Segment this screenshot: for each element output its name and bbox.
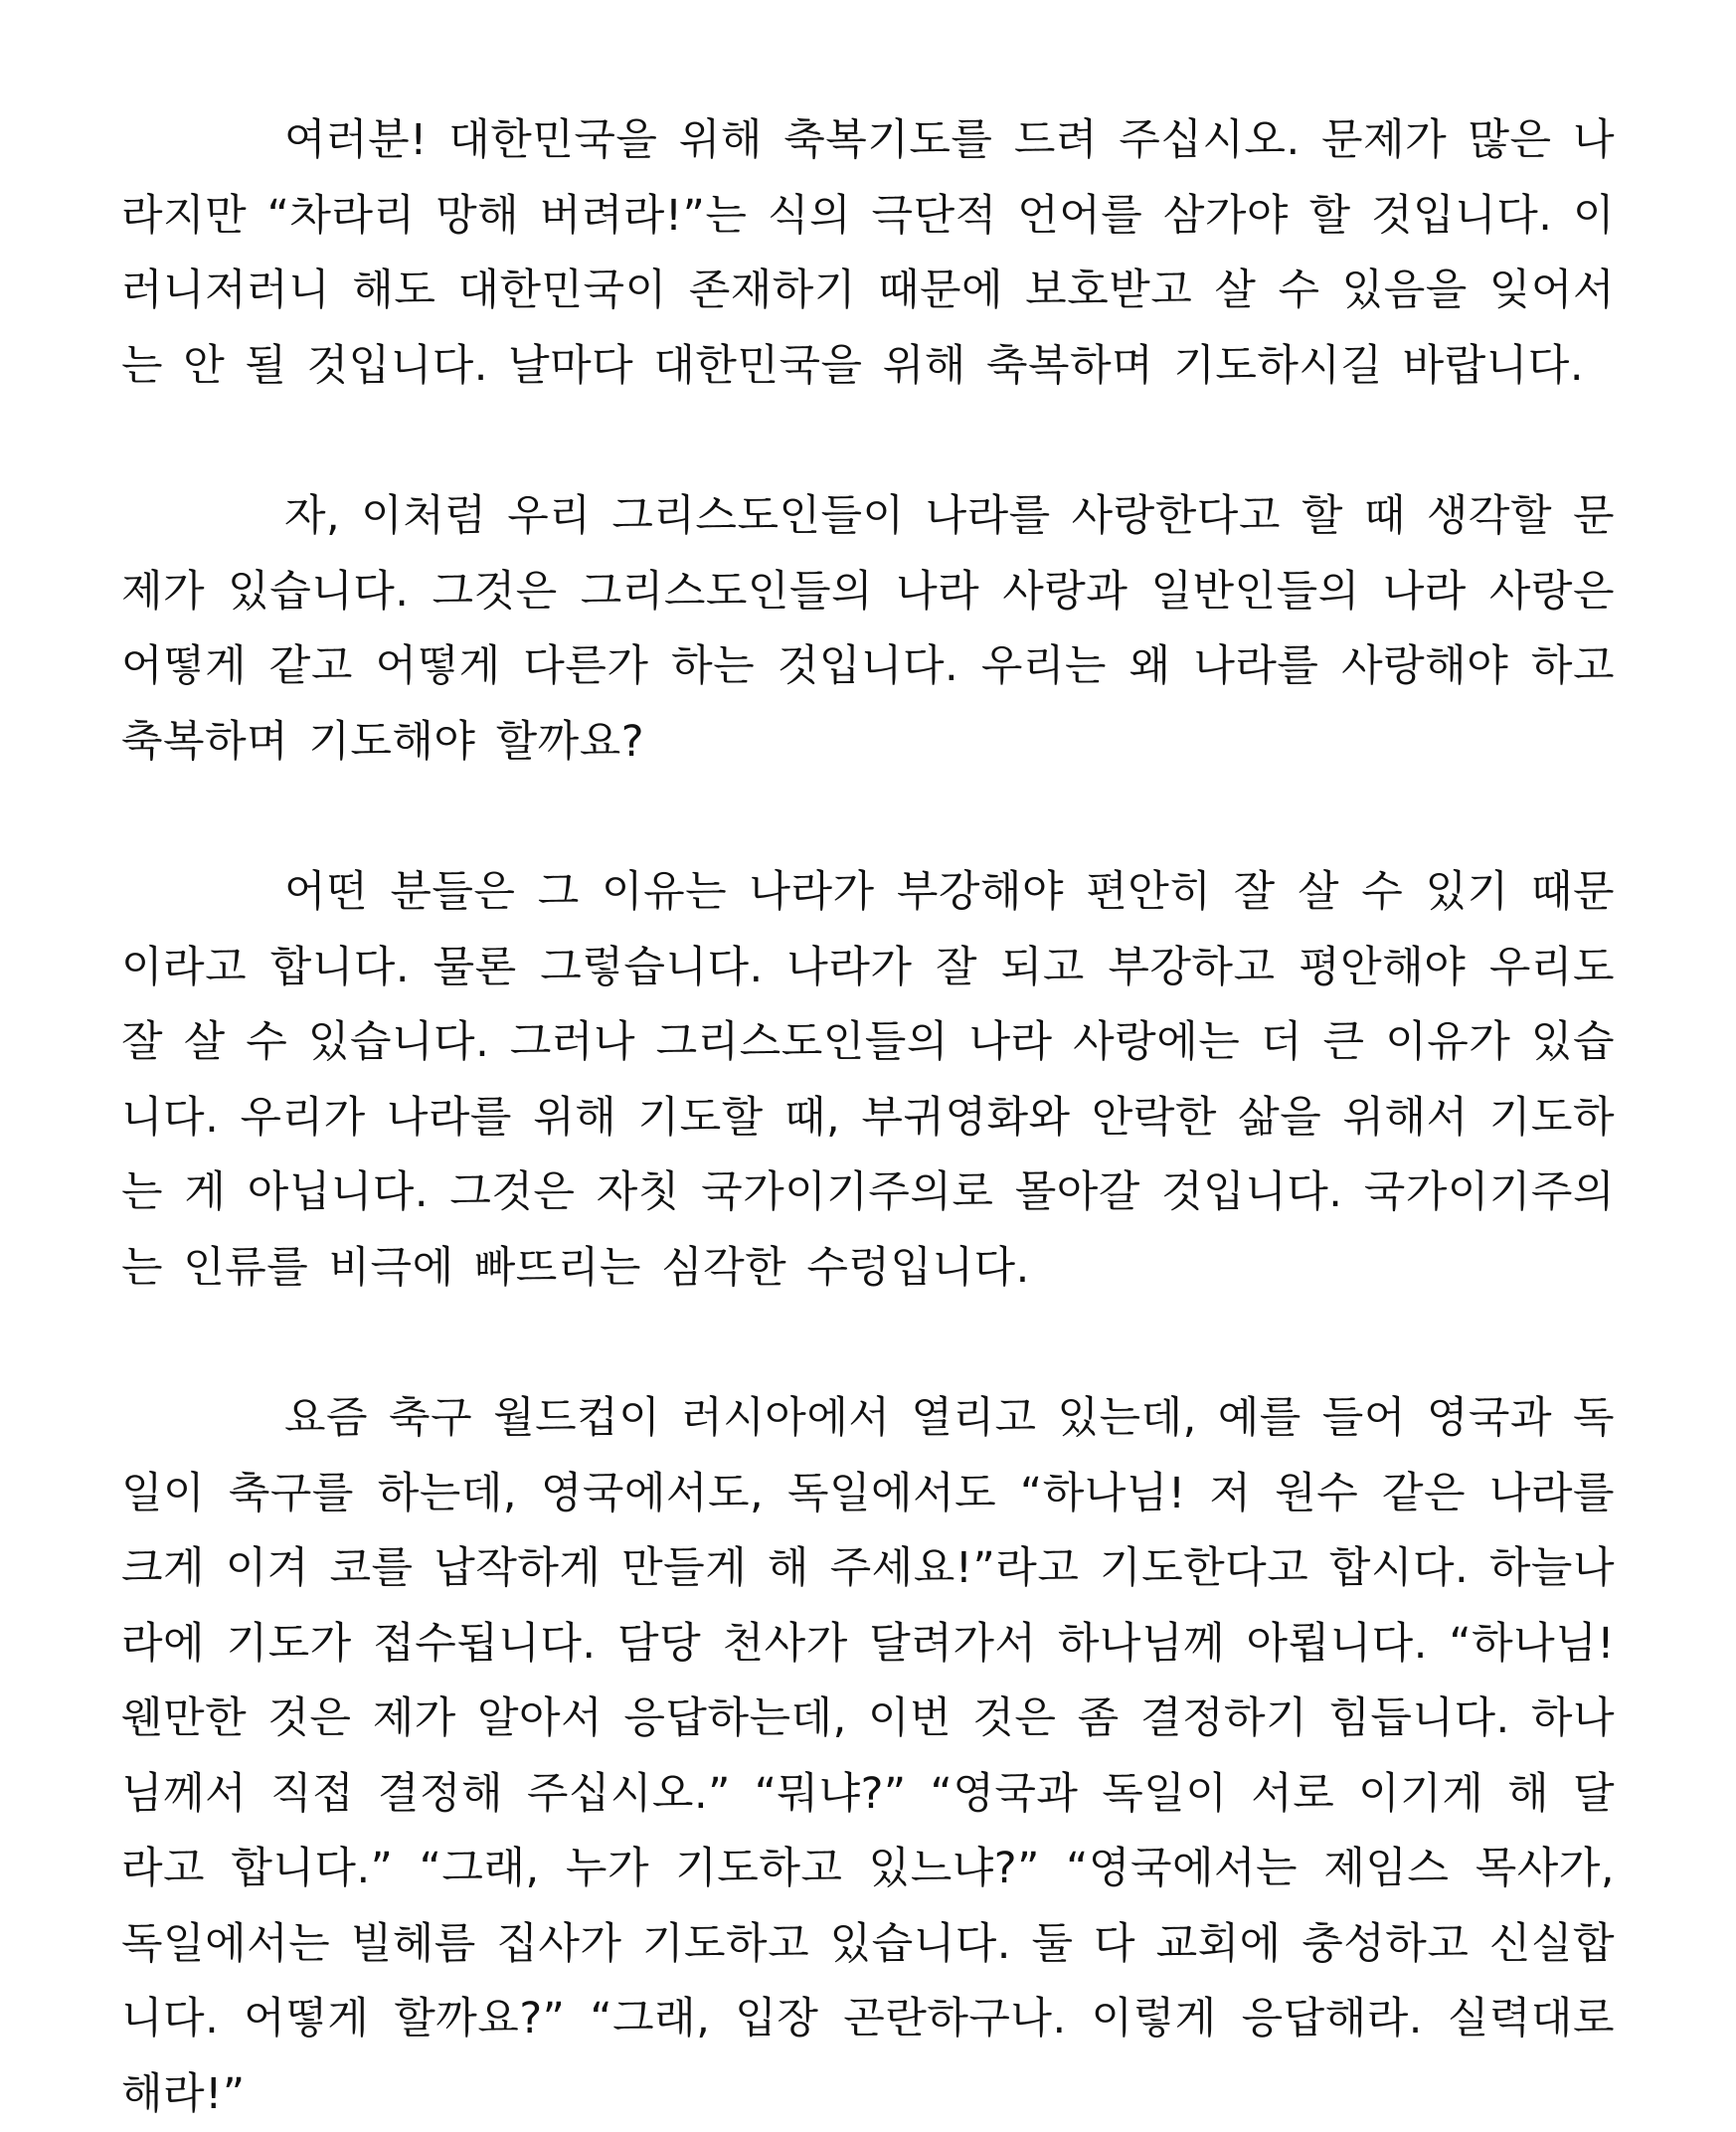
paragraph-2: 자, 이처럼 우리 그리스도인들이 나라를 사랑한다고 할 때 생각할 문제가 있습니다. 그것은 그리스도인들의 나라 사랑과 일반인들의 나라 사랑은 어떻게 같고 어떻게 다른가 하는 것입니다. 우리는 왜 나라를 사랑해야 하고 축복하며 기도해야 할까요? <box>121 491 1615 767</box>
document-body <box>121 103 1615 2132</box>
paragraph-1: 여러분! 대한민국을 위해 축복기도를 드려 주십시오. 문제가 많은 나라지만 “차라리 망해 버려라!”는 식의 극단적 언어를 삼가야 할 것입니다. 이러니저러니 해도 대한민국이 존재하기 때문에 보호받고 살 수 있음을 잊어서는 안 될 것입니다. 날마다 대한민국을 위해 축복하며 기도하시길 바랍니다. <box>121 115 1615 391</box>
paragraph-4: 요즘 축구 월드컵이 러시아에서 열리고 있는데, 예를 들어 영국과 독일이 축구를 하는데, 영국에서도, 독일에서도 “하나님! 저 원수 같은 나라를 크게 이겨 코를 납작하게 만들게 해 주세요!”라고 기도한다고 합시다. 하늘나라에 기도가 접수됩니다. 담당 천사가 달려가서 하나님께 아룁니다. “하나님! 웬만한 것은 제가 알아서 응답하는데, 이번 것은 좀 결정하기 힘듭니다. 하나님께서 직접 결정해 주십시오.” “뭐냐?” “영국과 독일이 서로 이기게 해 달라고 합니다.” “그래, 누가 기도하고 있느냐?” “영국에서는 제임스 목사가, 독일에서는 빌헤름 집사가 기도하고 있습니다. 둘 다 교회에 충성하고 신실합니다. 어떻게 할까요?” “그래, 입장 곤란하구나. 이렇게 응답해라. 실력대로 해라!” <box>121 1393 1615 2119</box>
paragraph-3: 어떤 분들은 그 이유는 나라가 부강해야 편안히 잘 살 수 있기 때문이라고 합니다. 물론 그렇습니다. 나라가 잘 되고 부강하고 평안해야 우리도 잘 살 수 있습니다. 그러나 그리스도인들의 나라 사랑에는 더 큰 이유가 있습니다. 우리가 나라를 위해 기도할 때, 부귀영화와 안락한 삶을 위해서 기도하는 게 아닙니다. 그것은 자칫 국가이기주의로 몰아갈 것입니다. 국가이기주의는 인류를 비극에 빠뜨리는 심각한 수렁입니다. <box>121 867 1615 1293</box>
